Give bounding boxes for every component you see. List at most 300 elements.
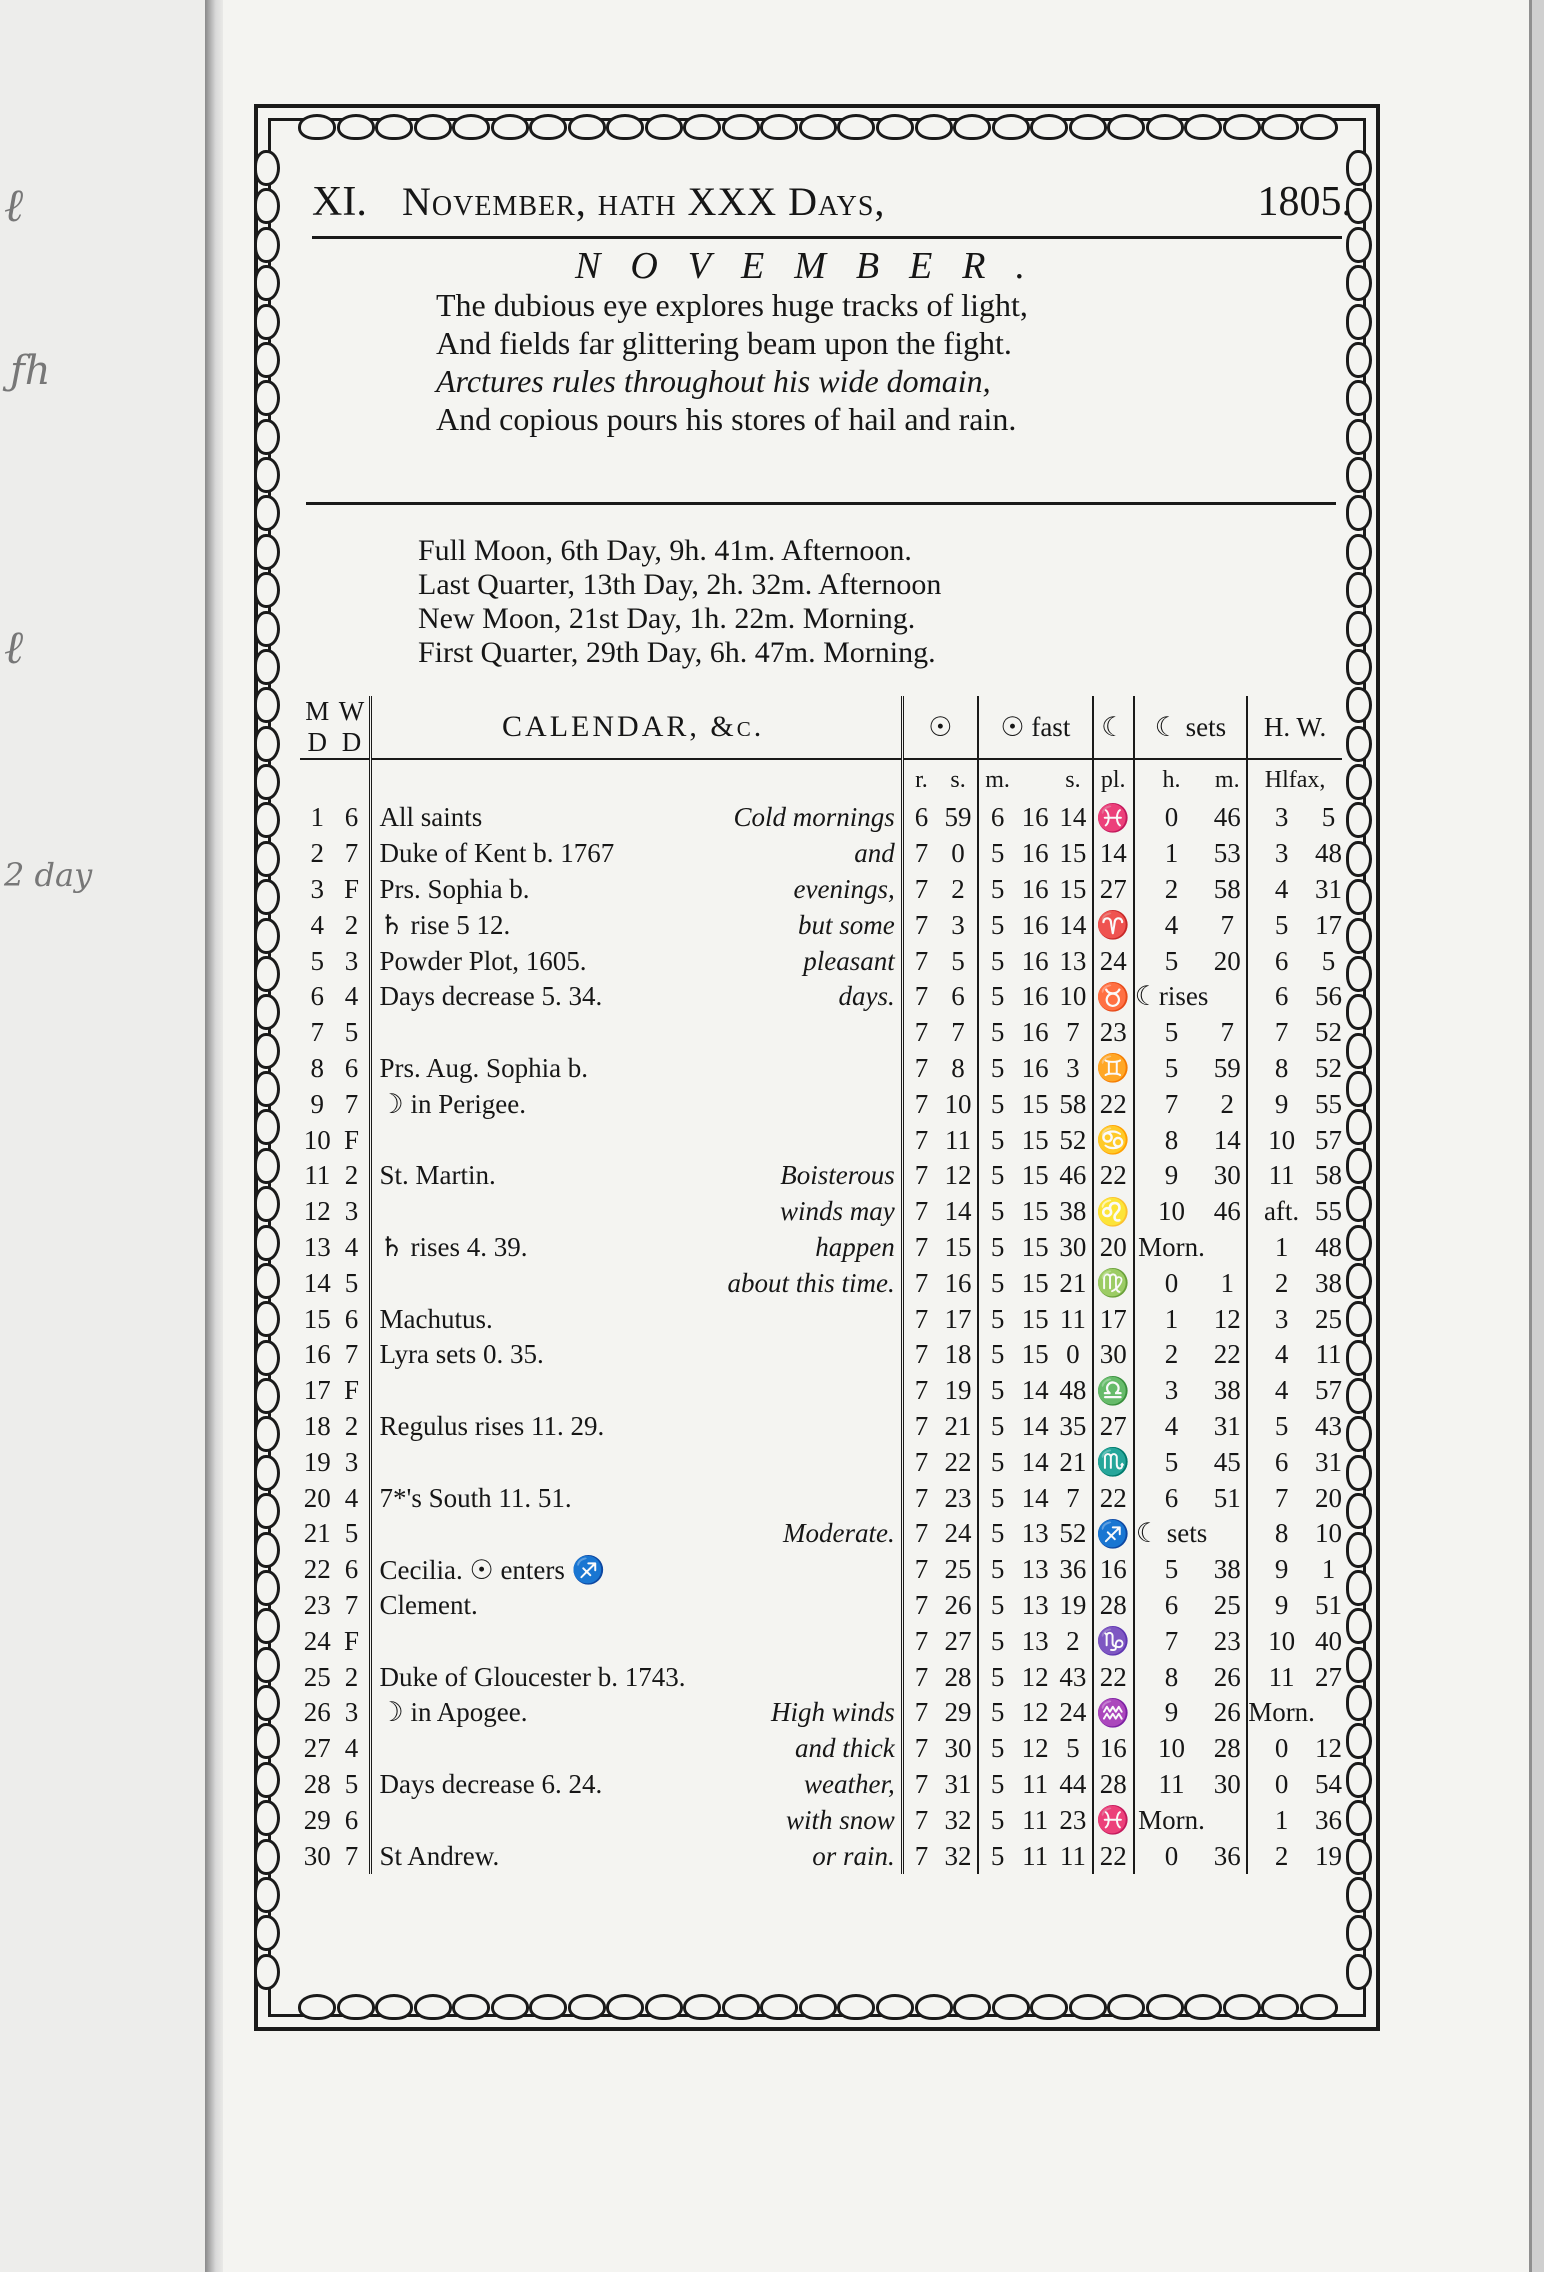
scallop-ornament [452, 114, 490, 140]
month-day: 29 [303, 1804, 331, 1835]
sun-set-h: 5 [990, 1733, 1005, 1764]
table-row [300, 1516, 1342, 1552]
moon-phases [418, 534, 941, 670]
month-day: 28 [303, 1768, 331, 1799]
moon-place: ♓ [1093, 800, 1134, 836]
scallop-ornament [254, 1800, 280, 1836]
scallop-ornament [1030, 1994, 1068, 2020]
fast-s: 7 [1054, 1480, 1093, 1516]
scallop-ornament [915, 1994, 953, 2020]
moon-place: 22 [1093, 1838, 1134, 1874]
high-water-m: 25 [1315, 1303, 1342, 1334]
scallop-ornament [254, 1723, 280, 1759]
high-water-m: 48 [1315, 1231, 1342, 1262]
weather [685, 1051, 902, 1087]
scallop-ornament [837, 1994, 875, 2020]
scallop-ornament [992, 114, 1030, 140]
sun-set-h: 5 [990, 1840, 1005, 1871]
scallop-ornament [1030, 114, 1068, 140]
high-water-m: 55 [1315, 1088, 1342, 1119]
moon-sets-m: 7 [1208, 907, 1247, 943]
moon-place: 22 [1093, 1086, 1134, 1122]
sun-rise-m: 59 [939, 800, 978, 836]
scallop-ornament [254, 1340, 280, 1376]
moon-sets-m: 28 [1208, 1731, 1247, 1767]
moon-place: 16 [1093, 1552, 1134, 1588]
event: Prs. Aug. Sophia b. [379, 1052, 589, 1083]
scallop-ornament [1346, 265, 1372, 301]
sun-rise-h: 7 [914, 1267, 929, 1298]
scallop-ornament [1346, 1416, 1372, 1452]
moon-sets-m: 2 [1208, 1086, 1247, 1122]
scallop-ornament [254, 572, 280, 608]
moon-sets-h: Morn. [1138, 1231, 1205, 1262]
high-water-h: 9 [1274, 1554, 1289, 1585]
high-water-m: 58 [1315, 1160, 1342, 1191]
scallop-ornament [254, 994, 280, 1030]
fast-m: 15 [1021, 1339, 1049, 1370]
week-day: 5 [334, 1516, 370, 1552]
high-water-h: 5 [1274, 909, 1289, 940]
week-day: F [334, 1373, 370, 1409]
margin-note-4: 2 day [4, 856, 93, 894]
weather: Cold mornings [685, 800, 902, 836]
moon-place: 22 [1093, 1158, 1134, 1194]
fast-s: 48 [1054, 1373, 1093, 1409]
high-water-m: 17 [1315, 909, 1342, 940]
fast-s: 7 [1054, 1015, 1093, 1051]
phase-new-moon: New Moon, 21st Day, 1h. 22m. Morning. [418, 602, 916, 635]
sun-rise-h: 7 [914, 1733, 929, 1764]
month-title: November, hath XXX Days, [402, 179, 886, 224]
event [370, 1802, 685, 1838]
scallop-ornament [568, 1994, 606, 2020]
sun-rise-h: 7 [914, 1017, 929, 1048]
high-water-m: 31 [1315, 1446, 1342, 1477]
moon-place: ♎ [1093, 1373, 1134, 1409]
event: ♄ rises 4. 39. [379, 1231, 528, 1262]
sun-set-h: 5 [990, 1518, 1005, 1549]
sun-set-h: 5 [990, 1697, 1005, 1728]
moon-sets-h: 10 [1158, 1196, 1186, 1227]
scallop-ornament [1346, 611, 1372, 647]
sun-rise-h: 7 [914, 945, 929, 976]
sun-rise-m: 32 [939, 1838, 978, 1874]
fast-m: 15 [1021, 1160, 1049, 1191]
weather: Boisterous [685, 1158, 902, 1194]
fast-m: 13 [1021, 1625, 1049, 1656]
month-day: 4 [310, 909, 324, 940]
high-water-h: 10 [1268, 1625, 1296, 1656]
scallop-ornament [1346, 1301, 1372, 1337]
high-water-h: 10 [1268, 1124, 1296, 1155]
fast-s: 11 [1054, 1838, 1093, 1874]
month-day: 1 [310, 802, 324, 833]
fast-s: 44 [1054, 1767, 1093, 1803]
event: St. Martin. [379, 1160, 496, 1191]
moon-sets-h: 2 [1164, 873, 1179, 904]
moon-sets-m: 46 [1208, 800, 1247, 836]
scallop-ornament [254, 265, 280, 301]
fast-m: 16 [1021, 981, 1049, 1012]
sun-rise-h: 7 [914, 1661, 929, 1692]
sun-rise-m: 14 [939, 1194, 978, 1230]
high-water-h: 7 [1274, 1482, 1289, 1513]
event: Cecilia. ☉ enters ♐ [379, 1554, 606, 1585]
scallop-ornament [1346, 841, 1372, 877]
sun-rise-h: 7 [914, 1589, 929, 1620]
moon-place: ♏ [1093, 1444, 1134, 1480]
margin-note-2: ƒh [10, 348, 51, 394]
week-day: 6 [334, 1552, 370, 1588]
moon-sets-h: 1 [1164, 838, 1179, 869]
poem-title: NOVEMBER. [574, 245, 1055, 287]
sun-rise-m: 18 [939, 1337, 978, 1373]
moon-place: ♉ [1093, 979, 1134, 1015]
week-day: F [334, 872, 370, 908]
month-day: 19 [303, 1446, 331, 1477]
sun-set-h: 5 [990, 945, 1005, 976]
moon-sets-m: 51 [1208, 1480, 1247, 1516]
scallop-ornament [254, 1186, 280, 1222]
high-water-m: 56 [1315, 981, 1342, 1012]
table-row [300, 1265, 1342, 1301]
scallop-ornament [254, 1263, 280, 1299]
moon-sets-m: 53 [1208, 836, 1247, 872]
scallop-ornament [452, 1994, 490, 2020]
high-water-m: 20 [1315, 1482, 1342, 1513]
event [370, 1623, 685, 1659]
moon-sets-h: 4 [1164, 909, 1179, 940]
high-water-h: 9 [1274, 1088, 1289, 1119]
high-water-m: 12 [1315, 1733, 1342, 1764]
high-water-h: 6 [1274, 945, 1289, 976]
fast-m: 12 [1021, 1733, 1049, 1764]
sun-rise-m: 5 [939, 943, 978, 979]
event [370, 1194, 685, 1230]
scallop-ornament [760, 114, 798, 140]
sun-rise-m: 12 [939, 1158, 978, 1194]
scallop-ornament [1346, 1340, 1372, 1376]
table-row [300, 1409, 1342, 1445]
fast-m: 15 [1021, 1196, 1049, 1227]
sun-rise-m: 17 [939, 1301, 978, 1337]
high-water-m: 52 [1315, 1017, 1342, 1048]
table-row [300, 907, 1342, 943]
month-number: XI. [312, 179, 367, 225]
sun-rise-h: 7 [914, 1303, 929, 1334]
month-day: 2 [310, 838, 324, 869]
fast-s: 43 [1054, 1659, 1093, 1695]
scallop-ornament [254, 1839, 280, 1875]
scallop-ornament [953, 1994, 991, 2020]
moon-sets-h: 3 [1164, 1375, 1179, 1406]
week-day: 5 [334, 1265, 370, 1301]
poem [436, 286, 1028, 438]
scallop-ornament [837, 114, 875, 140]
moon-sets-m [1208, 1802, 1247, 1838]
fast-m: 14 [1021, 1410, 1049, 1441]
sun-rise-h: 7 [914, 909, 929, 940]
moon-sets-m [1208, 1230, 1247, 1266]
sun-rise-m: 3 [939, 907, 978, 943]
table-row [300, 943, 1342, 979]
month-day: 13 [303, 1231, 331, 1262]
scallop-ornament [760, 1994, 798, 2020]
moon-sets-h: 2 [1164, 1339, 1179, 1370]
scallop-ornament [1346, 1608, 1372, 1644]
week-day: 7 [334, 1588, 370, 1624]
scallop-ornament [1346, 1455, 1372, 1491]
scallop-ornament [254, 495, 280, 531]
scallop-ornament [254, 611, 280, 647]
moon-place: 28 [1093, 1767, 1134, 1803]
high-water-h: 8 [1274, 1518, 1289, 1549]
scallop-ornament [1346, 649, 1372, 685]
table-row [300, 1086, 1342, 1122]
event: Duke of Kent b. 1767 [379, 838, 615, 869]
table-row [300, 1301, 1342, 1337]
scallop-ornament [254, 1455, 280, 1491]
scallop-ornament [1346, 1148, 1372, 1184]
moon-sets-h: 0 [1164, 1840, 1179, 1871]
scallop-ornament [645, 114, 683, 140]
month-day: 23 [303, 1589, 331, 1620]
scallop-ornament [254, 188, 280, 224]
sun-rise-h: 7 [914, 1518, 929, 1549]
high-water-h: 11 [1268, 1661, 1295, 1692]
fast-s: 15 [1054, 872, 1093, 908]
header-set: s. [939, 759, 978, 800]
weather [685, 1623, 902, 1659]
moon-sets-m: 25 [1208, 1588, 1247, 1624]
scallop-ornament [1069, 114, 1107, 140]
weather: but some [685, 907, 902, 943]
scallop-ornament [254, 1109, 280, 1145]
book-gutter [205, 0, 223, 2272]
sun-rise-h: 7 [914, 1697, 929, 1728]
scallop-ornament [491, 1994, 529, 2020]
week-day: 4 [334, 1731, 370, 1767]
table-row [300, 800, 1342, 836]
weather [685, 1301, 902, 1337]
moon-place: ♌ [1093, 1194, 1134, 1230]
high-water-m: 55 [1315, 1196, 1342, 1227]
scallop-ornament [799, 1994, 837, 2020]
table-row [300, 836, 1342, 872]
moon-place: ♑ [1093, 1623, 1134, 1659]
sun-set-h: 5 [990, 1589, 1005, 1620]
facing-page [0, 0, 207, 2272]
moon-sets-h: 0 [1164, 1267, 1179, 1298]
scallop-ornament [254, 918, 280, 954]
table-row [300, 1695, 1342, 1731]
header-fast-s: s. [1054, 759, 1093, 800]
moon-place: 28 [1093, 1588, 1134, 1624]
moon-sets-h: ☾rises [1134, 981, 1209, 1012]
sun-rise-m: 32 [939, 1802, 978, 1838]
scallop-ornament [254, 457, 280, 493]
table-row [300, 1659, 1342, 1695]
moon-sets-h: 9 [1164, 1697, 1179, 1728]
sun-rise-m: 7 [939, 1015, 978, 1051]
year: 1805. [1257, 179, 1352, 225]
sun-set-h: 5 [990, 1768, 1005, 1799]
scallop-ornament [645, 1994, 683, 2020]
month-day: 12 [303, 1196, 331, 1227]
week-day: 7 [334, 1838, 370, 1874]
fast-m: 15 [1021, 1231, 1049, 1262]
scallop-ornament [254, 802, 280, 838]
scallop-ornament [1346, 918, 1372, 954]
fast-m: 12 [1021, 1661, 1049, 1692]
header-pl: pl. [1093, 759, 1134, 800]
table-row [300, 1767, 1342, 1803]
fast-s: 0 [1054, 1337, 1093, 1373]
moon-sets-h: 7 [1164, 1625, 1179, 1656]
scallop-ornament [1346, 1263, 1372, 1299]
week-day: 6 [334, 1051, 370, 1087]
scallop-ornament [254, 956, 280, 992]
event: Clement. [379, 1589, 478, 1620]
sun-set-h: 5 [990, 873, 1005, 904]
moon-place: 16 [1093, 1731, 1134, 1767]
scallop-ornament [1346, 1033, 1372, 1069]
moon-sets-h: 4 [1164, 1410, 1179, 1441]
fast-s: 30 [1054, 1230, 1093, 1266]
sun-set-h: 5 [990, 1804, 1005, 1835]
border-scallops-right [1346, 150, 1376, 1990]
poem-line: And copious pours his stores of hail and rain. [436, 401, 1017, 437]
table-row [300, 1588, 1342, 1624]
scallop-ornament [254, 764, 280, 800]
scallop-ornament [254, 150, 280, 186]
moon-place: 30 [1093, 1337, 1134, 1373]
sun-rise-h: 7 [914, 1231, 929, 1262]
scallop-ornament [1346, 726, 1372, 762]
moon-sets-m: 12 [1208, 1301, 1247, 1337]
sun-rise-h: 7 [914, 1554, 929, 1585]
fast-s: 21 [1054, 1265, 1093, 1301]
scallop-ornament [254, 380, 280, 416]
moon-sets-h: 7 [1164, 1088, 1179, 1119]
sun-rise-h: 7 [914, 1124, 929, 1155]
border-scallops-left [254, 150, 284, 1990]
event: ☽ in Perigee. [379, 1088, 526, 1119]
scallop-ornament [1069, 1994, 1107, 2020]
sun-rise-h: 7 [914, 1339, 929, 1370]
high-water-h: 0 [1274, 1768, 1289, 1799]
sun-rise-h: 7 [914, 1446, 929, 1477]
scallop-ornament [254, 1762, 280, 1798]
sun-rise-m: 8 [939, 1051, 978, 1087]
table-row [300, 1552, 1342, 1588]
fast-s: 52 [1054, 1122, 1093, 1158]
moon-sets-h: 5 [1164, 1052, 1179, 1083]
header-h: h. [1162, 766, 1181, 793]
month-day: 18 [303, 1410, 331, 1441]
week-day: 4 [334, 1480, 370, 1516]
scallop-ornament [254, 1301, 280, 1337]
event: Prs. Sophia b. [379, 873, 530, 904]
scallop-ornament [1346, 1378, 1372, 1414]
fast-m: 16 [1021, 1052, 1049, 1083]
header-md: M D [300, 696, 334, 759]
weather: happen [685, 1230, 902, 1266]
fast-m: 15 [1021, 1267, 1049, 1298]
table-row [300, 1373, 1342, 1409]
high-water-h: 2 [1274, 1267, 1289, 1298]
scallop-ornament [254, 1570, 280, 1606]
poem-line: The dubious eye explores huge tracks of light, [436, 287, 1028, 323]
scallop-ornament [722, 1994, 760, 2020]
sun-set-h: 6 [990, 802, 1005, 833]
header-sun: ☉ [902, 696, 978, 759]
sun-rise-m: 19 [939, 1373, 978, 1409]
week-day: 3 [334, 1194, 370, 1230]
week-day: 6 [334, 1301, 370, 1337]
scallop-ornament [1346, 380, 1372, 416]
scallop-ornament [1300, 114, 1338, 140]
moon-place: ♈ [1093, 907, 1134, 943]
sun-rise-m: 24 [939, 1516, 978, 1552]
fast-m: 12 [1021, 1697, 1049, 1728]
event: Duke of Gloucester b. 1743. [379, 1661, 686, 1692]
scallop-ornament [254, 1532, 280, 1568]
fast-m: 13 [1021, 1554, 1049, 1585]
scallop-ornament [1346, 802, 1372, 838]
high-water-m: 10 [1315, 1518, 1342, 1549]
scallop-ornament [1346, 495, 1372, 531]
scallop-ornament [1346, 956, 1372, 992]
fast-s: 2 [1054, 1623, 1093, 1659]
table-row [300, 1731, 1342, 1767]
event [370, 1373, 685, 1409]
moon-place: 22 [1093, 1480, 1134, 1516]
month-day: 22 [303, 1554, 331, 1585]
week-day: F [334, 1623, 370, 1659]
month-day: 24 [303, 1625, 331, 1656]
moon-sets-m [1208, 979, 1247, 1015]
fast-s: 19 [1054, 1588, 1093, 1624]
header-rise: r. [915, 766, 928, 793]
moon-sets-h: 6 [1164, 1589, 1179, 1620]
sun-rise-m: 30 [939, 1731, 978, 1767]
month-day: 9 [310, 1088, 324, 1119]
week-day: 2 [334, 907, 370, 943]
month-day: 8 [310, 1052, 324, 1083]
high-water-h: 0 [1274, 1733, 1289, 1764]
table-row [300, 1194, 1342, 1230]
moon-sets-h: 6 [1164, 1482, 1179, 1513]
fast-s: 11 [1054, 1301, 1093, 1337]
weather: days. [685, 979, 902, 1015]
table-row [300, 1480, 1342, 1516]
week-day: 6 [334, 1802, 370, 1838]
event [370, 1516, 685, 1552]
header-calendar: CALENDAR, &c. [370, 696, 902, 759]
month-day: 5 [310, 945, 324, 976]
high-water-h: 1 [1274, 1804, 1289, 1835]
scallop-ornament [1346, 1877, 1372, 1913]
moon-place: ♓ [1093, 1802, 1134, 1838]
fast-m: 13 [1021, 1518, 1049, 1549]
fast-s: 10 [1054, 979, 1093, 1015]
event: Days decrease 6. 24. [379, 1768, 603, 1799]
sun-rise-h: 7 [914, 1088, 929, 1119]
moon-place: 14 [1093, 836, 1134, 872]
scallop-ornament [1346, 879, 1372, 915]
